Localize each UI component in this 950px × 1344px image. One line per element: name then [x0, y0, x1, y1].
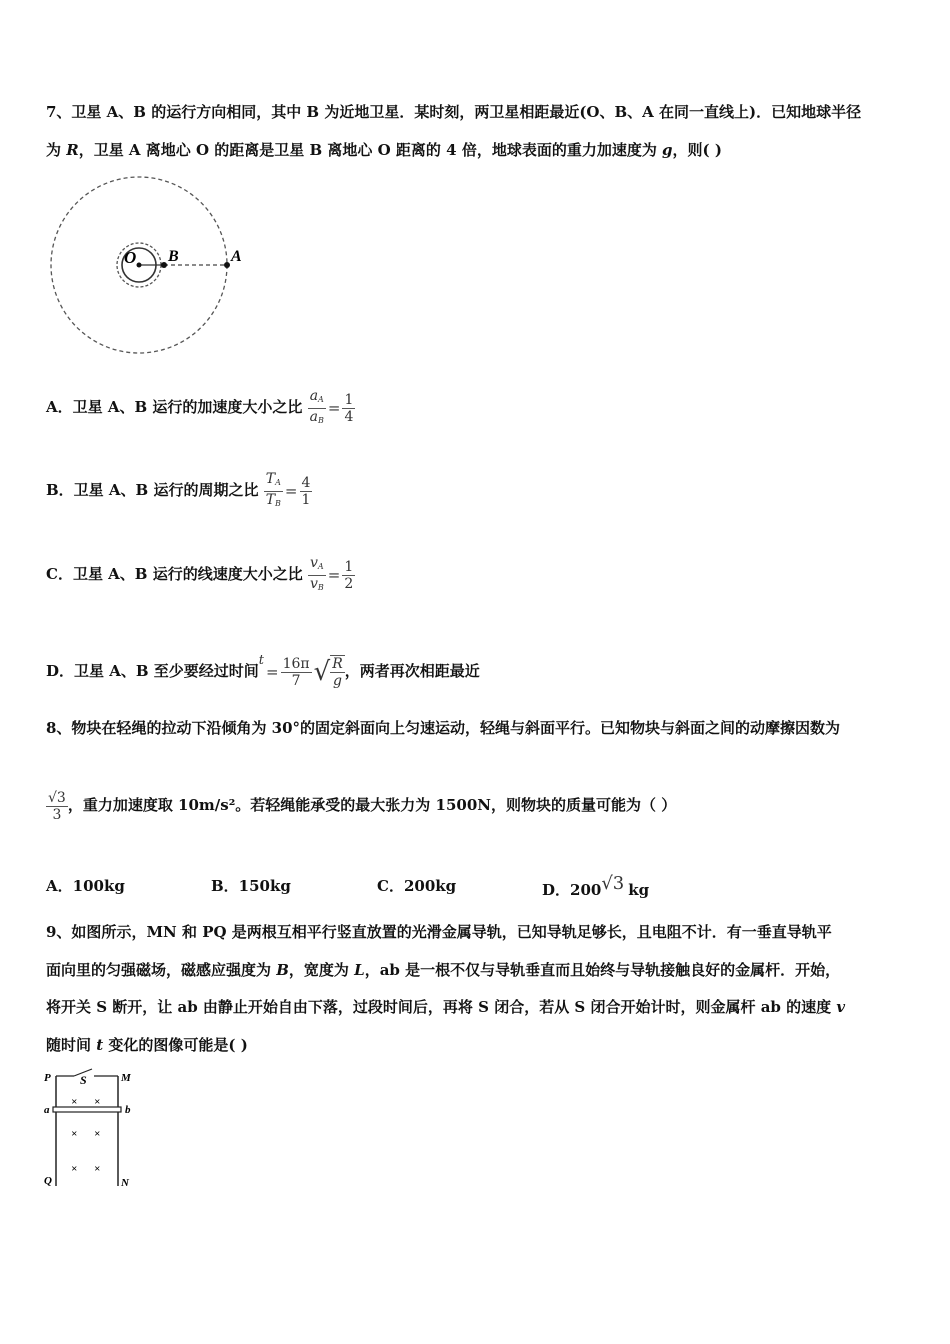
q7-option-d[interactable]: D．卫星 A、B 至少要经过时间t= $\frac{16\pi}{7}$ √ $\frac{R}{g}$ ，两者再次相距最近: [46, 632, 480, 690]
sqrt-fraction: $\frac{R}{g}$: [332, 656, 343, 689]
option-d-text: D．卫星 A、B 至少要经过时间: [46, 662, 259, 680]
point-a: [224, 262, 230, 268]
label-b: b: [125, 1104, 131, 1116]
label-a: A: [231, 248, 242, 265]
label-b: B: [168, 248, 179, 265]
value-fraction: $\frac{1}{4}$: [344, 391, 354, 425]
ratio-fraction: $\frac{a_A}{a_B}$: [309, 387, 324, 425]
q9-stem-line2: 面向里的匀强磁场，磁感应强度为 B，宽度为 L，ab 是一根不仅与导轨垂直而且始终与导轨接触良好的金属杆．开始，: [46, 961, 841, 979]
field-mark: ×: [94, 1163, 101, 1175]
label-q: Q: [44, 1175, 52, 1187]
field-mark: ×: [94, 1128, 101, 1140]
field-mark: ×: [71, 1163, 78, 1175]
q7-option-b[interactable]: B．卫星 A、B 运行的周期之比 $\frac{T_A}{T_B}$ = $\frac{4}{1}$: [46, 465, 312, 515]
q8-stem-line2: $\frac{√3}{3}$ ，重力加速度取 10m/s²。若轻绳能承受的最大张力为 1500N，则物块的质量可能为（ ）: [48, 789, 677, 823]
sqrt-sign: √: [313, 657, 331, 687]
label-m: M: [121, 1072, 131, 1084]
ratio-fraction: $\frac{v_A}{v_B}$: [309, 554, 324, 592]
friction-coefficient: $\frac{√3}{3}$: [48, 789, 66, 823]
rod-ab: [53, 1107, 121, 1112]
q7-stem-line1: 7、卫星 A、B 的运行方向相同，其中 B 为近地卫星．某时刻，两卫星相距最近(O、B、A 在同一直线上)．已知地球半径: [46, 103, 862, 121]
point-b: [161, 262, 167, 268]
time-fraction: $\frac{16\pi}{7}$: [282, 655, 310, 689]
point-o: [137, 263, 142, 268]
q9-rail-figure: [40, 1064, 140, 1194]
field-mark: ×: [71, 1096, 78, 1108]
option-a-text: A．卫星 A、B 运行的加速度大小之比: [46, 398, 303, 416]
option-b-text: B．卫星 A、B 运行的周期之比: [46, 481, 259, 499]
q9-stem-line3: 将开关 S 断开，让 ab 由静止开始自由下落，过段时间后，再将 S 闭合，若从 S 闭合开始计时，则金属杆 ab 的速度 v: [46, 998, 846, 1016]
q7-stem-line2: 为 R，卫星 A 离地心 O 的距离是卫星 B 离地心 O 距离的 4 倍，地球表面的重力加速度为 g，则( ): [46, 141, 722, 159]
option-c-text: C．卫星 A、B 运行的线速度大小之比: [46, 565, 303, 583]
q9-stem-line4: 随时间 t 变化的图像可能是( ): [46, 1036, 248, 1054]
q8-option-a[interactable]: A．100kg: [46, 877, 125, 895]
q7-option-c[interactable]: C．卫星 A、B 运行的线速度大小之比 $\frac{v_A}{v_B}$ = $\frac{1}{2}$: [46, 549, 355, 599]
label-s: S: [80, 1073, 87, 1087]
value-fraction: $\frac{4}{1}$: [301, 474, 311, 508]
label-a: a: [44, 1104, 50, 1116]
q8-option-c[interactable]: C．200kg: [377, 877, 457, 895]
q7-orbit-figure: [40, 170, 260, 365]
q8-stem-line1: 8、物块在轻绳的拉动下沿倾角为 30°的固定斜面向上匀速运动，轻绳与斜面平行。已知物块与斜面之间的动摩擦因数为: [46, 719, 841, 737]
q8-option-b[interactable]: B．150kg: [211, 877, 291, 895]
q8-option-d[interactable]: D．200√3 kg: [542, 873, 650, 899]
label-o: O: [124, 248, 137, 267]
value-fraction: $\frac{1}{2}$: [344, 558, 354, 592]
label-n: N: [121, 1177, 129, 1189]
q9-stem-line1: 9、如图所示，MN 和 PQ 是两根互相平行竖直放置的光滑金属导轨，已知导轨足够长，且电阻不计．有一垂直导轨平: [46, 923, 832, 941]
field-mark: ×: [71, 1128, 78, 1140]
ratio-fraction: $\frac{T_A}{T_B}$: [265, 470, 281, 508]
q7-option-a[interactable]: A．卫星 A、B 运行的加速度大小之比 $\frac{a_A}{a_B}$ = $\frac{1}{4}$: [46, 382, 355, 432]
label-p: P: [44, 1072, 51, 1084]
field-mark: ×: [94, 1096, 101, 1108]
